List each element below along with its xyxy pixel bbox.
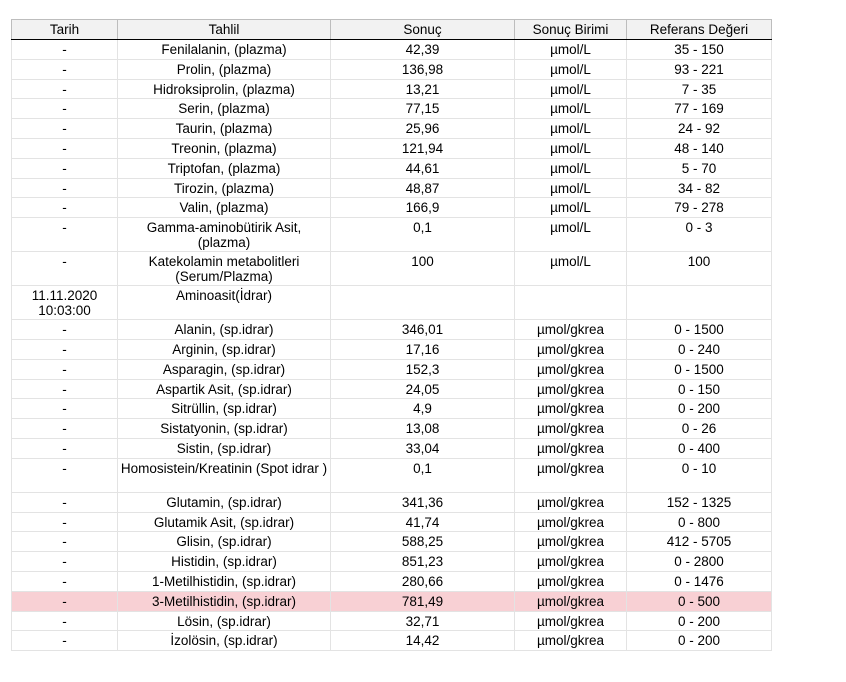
table-row	[12, 59, 772, 79]
cell-tahlil: Fenilalanin, (plazma)	[118, 40, 331, 60]
cell-referans-degeri: 0 - 400	[627, 438, 772, 458]
cell-sonuc-birimi: µmol/L	[515, 198, 627, 218]
cell-tarih: -	[12, 218, 118, 252]
cell-referans-degeri: 0 - 1476	[627, 571, 772, 591]
table-row	[12, 99, 772, 119]
cell-tahlil: Homosistein/Kreatinin (Spot idrar )	[118, 458, 331, 492]
cell-sonuc: 152,3	[331, 359, 515, 379]
cell-tarih: -	[12, 611, 118, 631]
cell-sonuc: 136,98	[331, 59, 515, 79]
cell-sonuc-birimi	[515, 286, 627, 320]
cell-tahlil: Glisin, (sp.idrar)	[118, 532, 331, 552]
cell-sonuc-birimi: µmol/gkrea	[515, 339, 627, 359]
cell-sonuc-birimi: µmol/L	[515, 59, 627, 79]
cell-tahlil: Katekolamin metabolitleri (Serum/Plazma)	[118, 252, 331, 286]
cell-referans-degeri: 0 - 200	[627, 631, 772, 651]
cell-tahlil: Valin, (plazma)	[118, 198, 331, 218]
cell-sonuc-birimi: µmol/gkrea	[515, 359, 627, 379]
cell-sonuc: 44,61	[331, 158, 515, 178]
table-row	[12, 359, 772, 379]
cell-sonuc: 24,05	[331, 379, 515, 399]
cell-referans-degeri: 93 - 221	[627, 59, 772, 79]
table-row	[12, 458, 772, 492]
cell-tarih: -	[12, 158, 118, 178]
cell-tahlil: Aspartik Asit, (sp.idrar)	[118, 379, 331, 399]
cell-tahlil: Serin, (plazma)	[118, 99, 331, 119]
table-row	[12, 178, 772, 198]
cell-referans-degeri: 100	[627, 252, 772, 286]
cell-sonuc-birimi: µmol/L	[515, 158, 627, 178]
table-row	[12, 438, 772, 458]
cell-sonuc-birimi: µmol/gkrea	[515, 379, 627, 399]
cell-sonuc-birimi: µmol/gkrea	[515, 571, 627, 591]
cell-tarih: -	[12, 252, 118, 286]
cell-sonuc-birimi: µmol/gkrea	[515, 552, 627, 572]
table-header-row	[12, 20, 772, 40]
cell-sonuc-birimi: µmol/gkrea	[515, 399, 627, 419]
table-row	[12, 138, 772, 158]
cell-tarih: -	[12, 532, 118, 552]
table-row	[12, 532, 772, 552]
cell-referans-degeri: 0 - 3	[627, 218, 772, 252]
cell-sonuc: 17,16	[331, 339, 515, 359]
cell-tahlil: Glutamik Asit, (sp.idrar)	[118, 512, 331, 532]
cell-referans-degeri: 0 - 800	[627, 512, 772, 532]
table-row	[12, 198, 772, 218]
column-header-referans-degeri[interactable]: Referans Değeri	[627, 20, 772, 40]
table-row	[12, 252, 772, 286]
cell-sonuc: 48,87	[331, 178, 515, 198]
cell-referans-degeri: 0 - 200	[627, 399, 772, 419]
cell-referans-degeri: 79 - 278	[627, 198, 772, 218]
cell-sonuc: 13,08	[331, 419, 515, 439]
cell-sonuc-birimi: µmol/L	[515, 178, 627, 198]
cell-sonuc: 280,66	[331, 571, 515, 591]
cell-tarih: -	[12, 320, 118, 340]
cell-tahlil: Histidin, (sp.idrar)	[118, 552, 331, 572]
cell-sonuc-birimi: µmol/gkrea	[515, 458, 627, 492]
column-header-tahlil[interactable]: Tahlil	[118, 20, 331, 40]
table-row	[12, 218, 772, 252]
cell-referans-degeri: 5 - 70	[627, 158, 772, 178]
cell-sonuc: 100	[331, 252, 515, 286]
cell-sonuc: 14,42	[331, 631, 515, 651]
cell-sonuc-birimi: µmol/gkrea	[515, 631, 627, 651]
cell-referans-degeri: 35 - 150	[627, 40, 772, 60]
table-row	[12, 320, 772, 340]
column-header-tarih[interactable]: Tarih	[12, 20, 118, 40]
cell-tahlil: İzolösin, (sp.idrar)	[118, 631, 331, 651]
cell-referans-degeri: 412 - 5705	[627, 532, 772, 552]
cell-tarih: 11.11.2020 10:03:00	[12, 286, 118, 320]
cell-tarih: -	[12, 99, 118, 119]
cell-tahlil: Prolin, (plazma)	[118, 59, 331, 79]
cell-sonuc: 166,9	[331, 198, 515, 218]
cell-tahlil: Taurin, (plazma)	[118, 119, 331, 139]
cell-sonuc: 13,21	[331, 79, 515, 99]
cell-sonuc-birimi: µmol/L	[515, 99, 627, 119]
cell-sonuc: 588,25	[331, 532, 515, 552]
cell-referans-degeri: 7 - 35	[627, 79, 772, 99]
cell-sonuc: 33,04	[331, 438, 515, 458]
table-row	[12, 492, 772, 512]
cell-tahlil: Sistatyonin, (sp.idrar)	[118, 419, 331, 439]
cell-sonuc: 0,1	[331, 218, 515, 252]
cell-sonuc: 41,74	[331, 512, 515, 532]
table-row	[12, 399, 772, 419]
table-row	[12, 571, 772, 591]
table-row	[12, 286, 772, 320]
cell-sonuc-birimi: µmol/gkrea	[515, 492, 627, 512]
table-row	[12, 119, 772, 139]
cell-sonuc-birimi: µmol/gkrea	[515, 438, 627, 458]
cell-tarih: -	[12, 138, 118, 158]
cell-tahlil: Glutamin, (sp.idrar)	[118, 492, 331, 512]
cell-sonuc-birimi: µmol/L	[515, 252, 627, 286]
cell-referans-degeri: 0 - 1500	[627, 359, 772, 379]
cell-tarih: -	[12, 40, 118, 60]
cell-sonuc-birimi: µmol/L	[515, 138, 627, 158]
cell-referans-degeri: 152 - 1325	[627, 492, 772, 512]
cell-tarih: -	[12, 59, 118, 79]
cell-tahlil: Aminoasit(İdrar)	[118, 286, 331, 320]
cell-sonuc: 781,49	[331, 591, 515, 611]
table-row	[12, 79, 772, 99]
cell-tahlil: 1-Metilhistidin, (sp.idrar)	[118, 571, 331, 591]
cell-tarih: -	[12, 379, 118, 399]
cell-sonuc: 0,1	[331, 458, 515, 492]
table-row	[12, 631, 772, 651]
cell-referans-degeri: 0 - 2800	[627, 552, 772, 572]
cell-referans-degeri: 0 - 240	[627, 339, 772, 359]
cell-sonuc-birimi: µmol/L	[515, 119, 627, 139]
cell-referans-degeri: 0 - 200	[627, 611, 772, 631]
column-header-sonuc-birimi[interactable]: Sonuç Birimi	[515, 20, 627, 40]
cell-tarih: -	[12, 119, 118, 139]
cell-sonuc: 4,9	[331, 399, 515, 419]
table-row	[12, 419, 772, 439]
table-row	[12, 379, 772, 399]
cell-sonuc-birimi: µmol/gkrea	[515, 611, 627, 631]
cell-tahlil: Sistin, (sp.idrar)	[118, 438, 331, 458]
table-row	[12, 40, 772, 60]
cell-tarih: -	[12, 339, 118, 359]
cell-sonuc-birimi: µmol/L	[515, 218, 627, 252]
cell-sonuc: 121,94	[331, 138, 515, 158]
cell-tahlil: Treonin, (plazma)	[118, 138, 331, 158]
cell-sonuc-birimi: µmol/gkrea	[515, 512, 627, 532]
cell-tarih: -	[12, 419, 118, 439]
table-row	[12, 339, 772, 359]
cell-tahlil: 3-Metilhistidin, (sp.idrar)	[118, 591, 331, 611]
cell-tahlil: Sitrüllin, (sp.idrar)	[118, 399, 331, 419]
cell-sonuc: 32,71	[331, 611, 515, 631]
cell-referans-degeri: 0 - 150	[627, 379, 772, 399]
cell-referans-degeri: 0 - 500	[627, 591, 772, 611]
cell-tarih: -	[12, 552, 118, 572]
cell-tarih: -	[12, 631, 118, 651]
table-row	[12, 552, 772, 572]
table-row	[12, 512, 772, 532]
cell-tarih: -	[12, 591, 118, 611]
table-body	[12, 40, 772, 651]
cell-sonuc: 25,96	[331, 119, 515, 139]
cell-tahlil: Arginin, (sp.idrar)	[118, 339, 331, 359]
cell-tarih: -	[12, 571, 118, 591]
cell-tarih: -	[12, 359, 118, 379]
cell-tahlil: Asparagin, (sp.idrar)	[118, 359, 331, 379]
cell-sonuc-birimi: µmol/gkrea	[515, 591, 627, 611]
column-header-sonuc[interactable]: Sonuç	[331, 20, 515, 40]
cell-sonuc-birimi: µmol/gkrea	[515, 419, 627, 439]
cell-sonuc-birimi: µmol/L	[515, 79, 627, 99]
cell-sonuc: 341,36	[331, 492, 515, 512]
cell-sonuc: 851,23	[331, 552, 515, 572]
cell-referans-degeri: 0 - 26	[627, 419, 772, 439]
cell-sonuc	[331, 286, 515, 320]
cell-tarih: -	[12, 399, 118, 419]
cell-referans-degeri	[627, 286, 772, 320]
table-row	[12, 591, 772, 611]
cell-tarih: -	[12, 178, 118, 198]
cell-referans-degeri: 34 - 82	[627, 178, 772, 198]
table-row	[12, 158, 772, 178]
cell-sonuc-birimi: µmol/L	[515, 40, 627, 60]
lab-results-table	[11, 19, 772, 651]
cell-referans-degeri: 48 - 140	[627, 138, 772, 158]
table-row	[12, 611, 772, 631]
cell-tarih: -	[12, 512, 118, 532]
cell-tarih: -	[12, 198, 118, 218]
cell-tarih: -	[12, 492, 118, 512]
cell-tahlil: Lösin, (sp.idrar)	[118, 611, 331, 631]
cell-sonuc-birimi: µmol/gkrea	[515, 320, 627, 340]
cell-referans-degeri: 0 - 10	[627, 458, 772, 492]
cell-sonuc: 346,01	[331, 320, 515, 340]
cell-tarih: -	[12, 438, 118, 458]
cell-tahlil: Hidroksiprolin, (plazma)	[118, 79, 331, 99]
cell-referans-degeri: 24 - 92	[627, 119, 772, 139]
cell-referans-degeri: 0 - 1500	[627, 320, 772, 340]
cell-referans-degeri: 77 - 169	[627, 99, 772, 119]
cell-sonuc-birimi: µmol/gkrea	[515, 532, 627, 552]
cell-tahlil: Tirozin, (plazma)	[118, 178, 331, 198]
cell-tahlil: Triptofan, (plazma)	[118, 158, 331, 178]
cell-tarih: -	[12, 79, 118, 99]
cell-tarih: -	[12, 458, 118, 492]
cell-sonuc: 77,15	[331, 99, 515, 119]
cell-tahlil: Alanin, (sp.idrar)	[118, 320, 331, 340]
cell-sonuc: 42,39	[331, 40, 515, 60]
cell-tahlil: Gamma-aminobütirik Asit, (plazma)	[118, 218, 331, 252]
